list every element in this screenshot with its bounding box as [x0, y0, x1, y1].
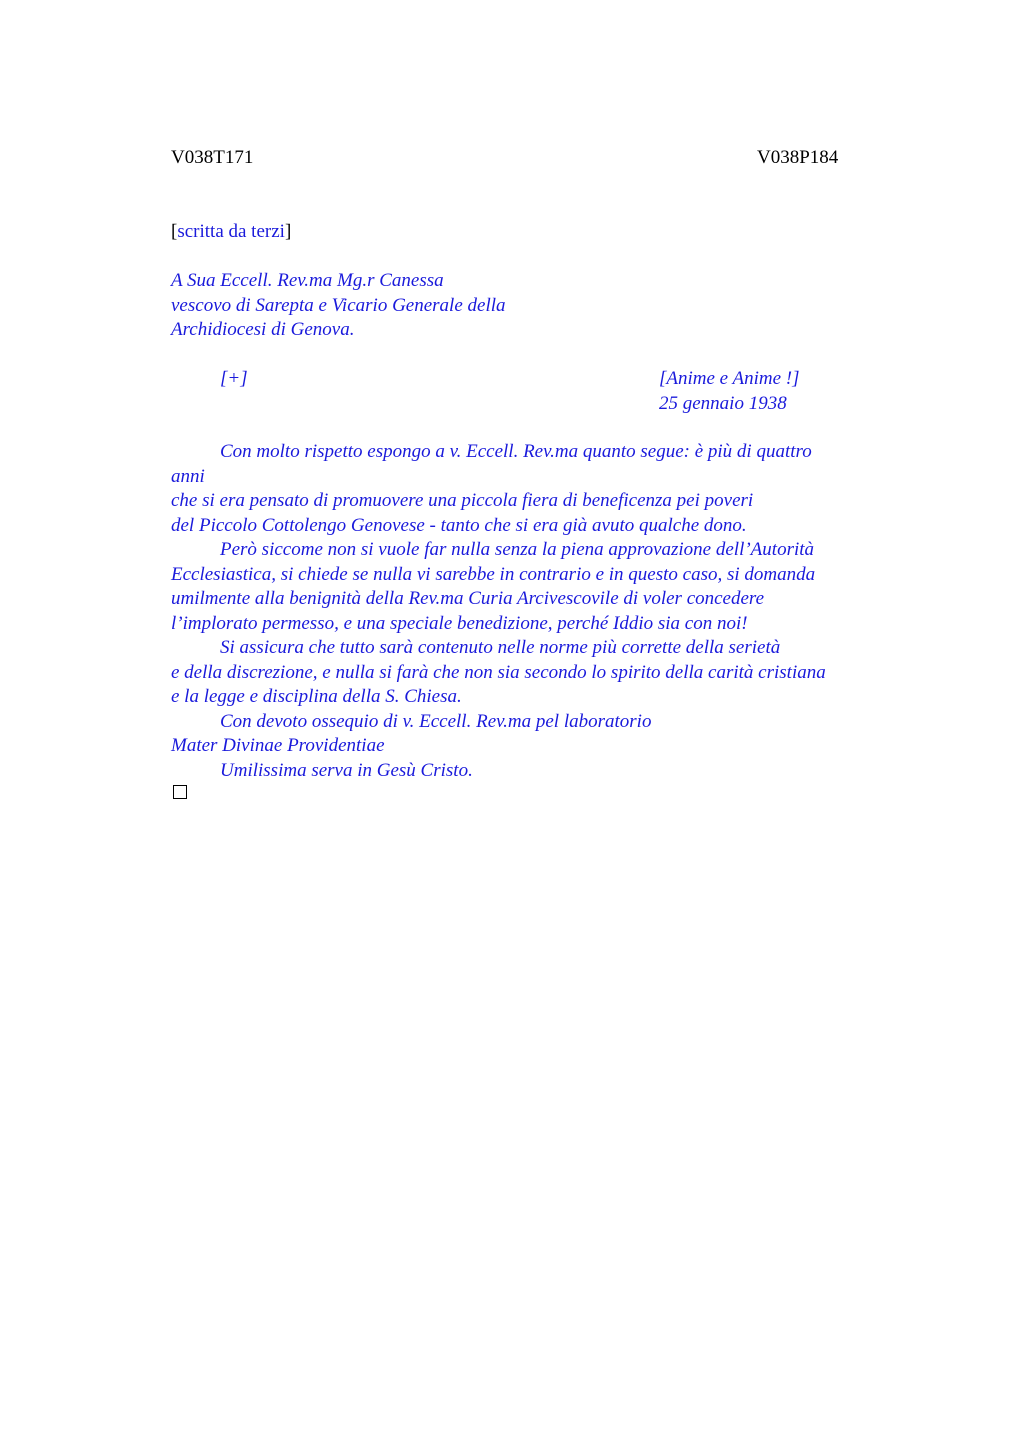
body-line: Ecclesiastica, si chiede se nulla vi sarebbe in contrario e in questo caso, si domanda: [171, 563, 816, 585]
address-line: A Sua Eccell. Rev.ma Mg.r Canessa: [171, 270, 444, 291]
letter-body: [171, 440, 891, 783]
body-line: Però siccome non si vuole far nulla senza la piena approvazione dell’Autorità: [220, 539, 815, 560]
signature-line: Umilissima serva in Gesù Cristo.: [220, 759, 473, 781]
note-close-bracket: ]: [284, 221, 292, 242]
body-line: e la legge e disciplina della S. Chiesa.: [171, 686, 462, 707]
body-line: l’implorato permesso, e una speciale benedizione, perché Iddio sia con noi!: [171, 612, 748, 634]
document-reference-left: V038T171: [171, 147, 254, 168]
body-line: anni: [171, 465, 205, 487]
laboratory-name: Mater Divinae Providentiae: [171, 735, 385, 756]
cross-mark: [+]: [220, 368, 248, 389]
recipient-address: [171, 269, 506, 343]
address-line: vescovo di Sarepta e Vicario Generale della: [171, 294, 506, 316]
body-line: che si era pensato di promuovere una piccola fiera di beneficenza pei poveri: [171, 490, 754, 511]
note-open-bracket: [: [171, 221, 178, 242]
closing-line: Con devoto ossequio di v. Eccell. Rev.ma pel laboratorio: [220, 710, 652, 732]
editorial-note: [171, 221, 291, 243]
body-line: Con molto rispetto espongo a v. Eccell. Rev.ma quanto segue: è più di quattro: [220, 441, 812, 462]
address-line: Archidiocesi di Genova.: [171, 319, 355, 340]
end-marker-box-icon: [173, 785, 187, 799]
body-line: e della discrezione, e nulla si farà che non sia secondo lo spirito della carità cristiana: [171, 661, 826, 683]
body-line: Si assicura che tutto sarà contenuto nelle norme più corrette della serietà: [220, 637, 781, 658]
letter-dateline: [659, 367, 800, 416]
body-line: del Piccolo Cottolengo Genovese - tanto che si era già avuto qualche dono.: [171, 514, 747, 536]
letter-place: [Anime e Anime !]: [659, 368, 800, 389]
note-text: scritta da terzi: [177, 221, 285, 242]
document-reference-right: V038P184: [757, 147, 839, 168]
body-line: umilmente alla benignità della Rev.ma Curia Arcivescovile di voler concedere: [171, 588, 765, 609]
letter-date: 25 gennaio 1938: [659, 392, 787, 414]
